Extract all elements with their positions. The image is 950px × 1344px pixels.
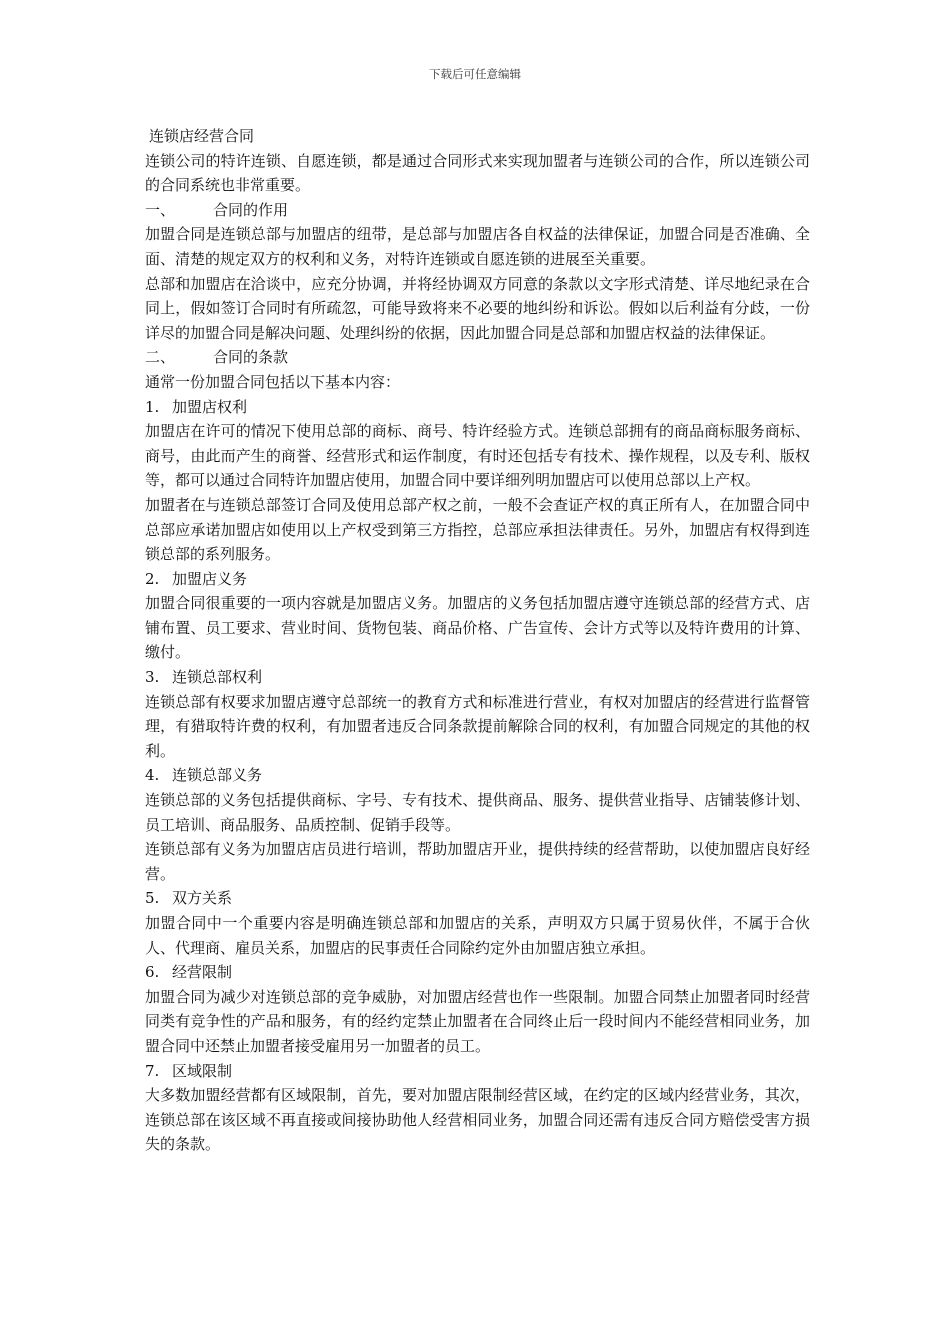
item-title: 加盟店权利 — [172, 397, 248, 416]
item-heading-4 — [145, 763, 810, 788]
item-number: 1. — [145, 397, 160, 416]
item-heading-7 — [145, 1059, 810, 1084]
item-heading-6 — [145, 960, 810, 985]
item-number: 3. — [145, 668, 160, 687]
paragraph: 加盟合同是连锁总部与加盟店的纽带，是总部与加盟店各自权益的法律保证，加盟合同是否准确、全面、清楚的规定双方的权利和义务，对特许连锁或自愿连锁的进展至关重要。 — [145, 225, 810, 268]
paragraph: 加盟合同很重要的一项内容就是加盟店义务。加盟店的义务包括加盟店遵守连锁总部的经营方式、店铺布置、员工要求、营业时间、货物包装、商品价格、广告宣传、会计方式等以及特许费用的计算、缴付。 — [145, 594, 810, 662]
item-title: 区域限制 — [172, 1061, 233, 1080]
page-header: 下载后可任意编辑 — [429, 67, 521, 81]
paragraph: 连锁总部的义务包括提供商标、字号、专有技术、提供商品、服务、提供营业指导、店铺装修计划、员工培训、商品服务、品质控制、促销手段等。 — [145, 791, 810, 834]
item-number: 7. — [145, 1061, 160, 1080]
item-heading-1 — [145, 395, 810, 420]
paragraph: 加盟者在与连锁总部签订合同及使用总部产权之前，一般不会查证产权的真正所有人，在加盟合同中总部应承诺加盟店如使用以上产权受到第三方指控，总部应承担法律责任。另外，加盟店有权得到连锁总部的系列服务。 — [145, 495, 810, 564]
item-number: 5. — [145, 889, 160, 908]
section-number: 二、 — [145, 348, 176, 367]
item-title: 经营限制 — [172, 963, 233, 982]
paragraph: 连锁总部有义务为加盟店店员进行培训，帮助加盟店开业，提供持续的经营帮助，以使加盟店良好经营。 — [145, 840, 810, 883]
document-title: 连锁店经营合同 — [149, 127, 255, 145]
section-number: 一、 — [145, 200, 176, 219]
section-title: 合同的条款 — [213, 348, 289, 367]
paragraph: 连锁总部有权要求加盟店遵守总部统一的教育方式和标准进行营业，有权对加盟店的经营进行监督管理，有猎取特许费的权利，有加盟者违反合同条款提前解除合同的权利，有加盟合同规定的其他的权利。 — [145, 692, 810, 760]
section-heading-2 — [145, 345, 810, 370]
paragraph: 加盟合同中一个重要内容是明确连锁总部和加盟店的关系，声明双方只属于贸易伙伴，不属于合伙人、代理商、雇员关系，加盟店的民事责任合同除约定外由加盟店独立承担。 — [145, 914, 810, 957]
item-title: 双方关系 — [172, 889, 233, 908]
item-title: 连锁总部权利 — [172, 668, 263, 687]
item-title: 加盟店义务 — [172, 569, 248, 588]
paragraph: 总部和加盟店在洽谈中，应充分协调，并将经协调双方同意的条款以文字形式清楚、详尽地纪录在合同上，假如签订合同时有所疏忽，可能导致将来不必要的地纠纷和诉讼。假如以后利益有分歧，一份详尽的加盟合同是解决问题、处理纠纷的依据，因此加盟合同是总部和加盟店权益的法律保证。 — [145, 274, 810, 342]
document-body — [145, 124, 810, 1157]
item-heading-2 — [145, 567, 810, 592]
item-title: 连锁总部义务 — [172, 766, 263, 785]
paragraph: 通常一份加盟合同包括以下基本内容： — [145, 372, 401, 391]
item-number: 4. — [145, 766, 160, 785]
item-number: 2. — [145, 569, 160, 588]
paragraph: 加盟店在许可的情况下使用总部的商标、商号、特许经验方式。连锁总部拥有的商品商标服务商标、商号，由此而产生的商誉、经营形式和运作制度，有时还包括专有技术、操作规程，以及专利、版权等，都可以通过合同特许加盟店使用，加盟合同中要详细列明加盟店可以使用总部以上产权。 — [145, 422, 810, 490]
intro-paragraph: 连锁公司的特许连锁、自愿连锁，都是通过合同形式来实现加盟者与连锁公司的合作，所以连锁公司的合同系统也非常重要。 — [145, 151, 810, 195]
section-title: 合同的作用 — [213, 200, 289, 219]
section-heading-1 — [145, 198, 810, 223]
paragraph: 加盟合同为减少对连锁总部的竞争威胁，对加盟店经营也作一些限制。加盟合同禁止加盟者同时经营同类有竞争性的产品和服务，有的经约定禁止加盟者在合同终止后一段时间内不能经营相同业务，加盟合同中还禁止加盟者接受雇用另一加盟者的员工。 — [145, 987, 810, 1055]
item-number: 6. — [145, 963, 160, 982]
paragraph: 大多数加盟经营都有区域限制，首先，要对加盟店限制经营区域，在约定的区域内经营业务，其次，连锁总部在该区域不再直接或间接协助他人经营相同业务，加盟合同还需有违反合同方赔偿受害方损失的条款。 — [145, 1086, 810, 1154]
item-heading-3 — [145, 665, 810, 690]
item-heading-5 — [145, 886, 810, 911]
